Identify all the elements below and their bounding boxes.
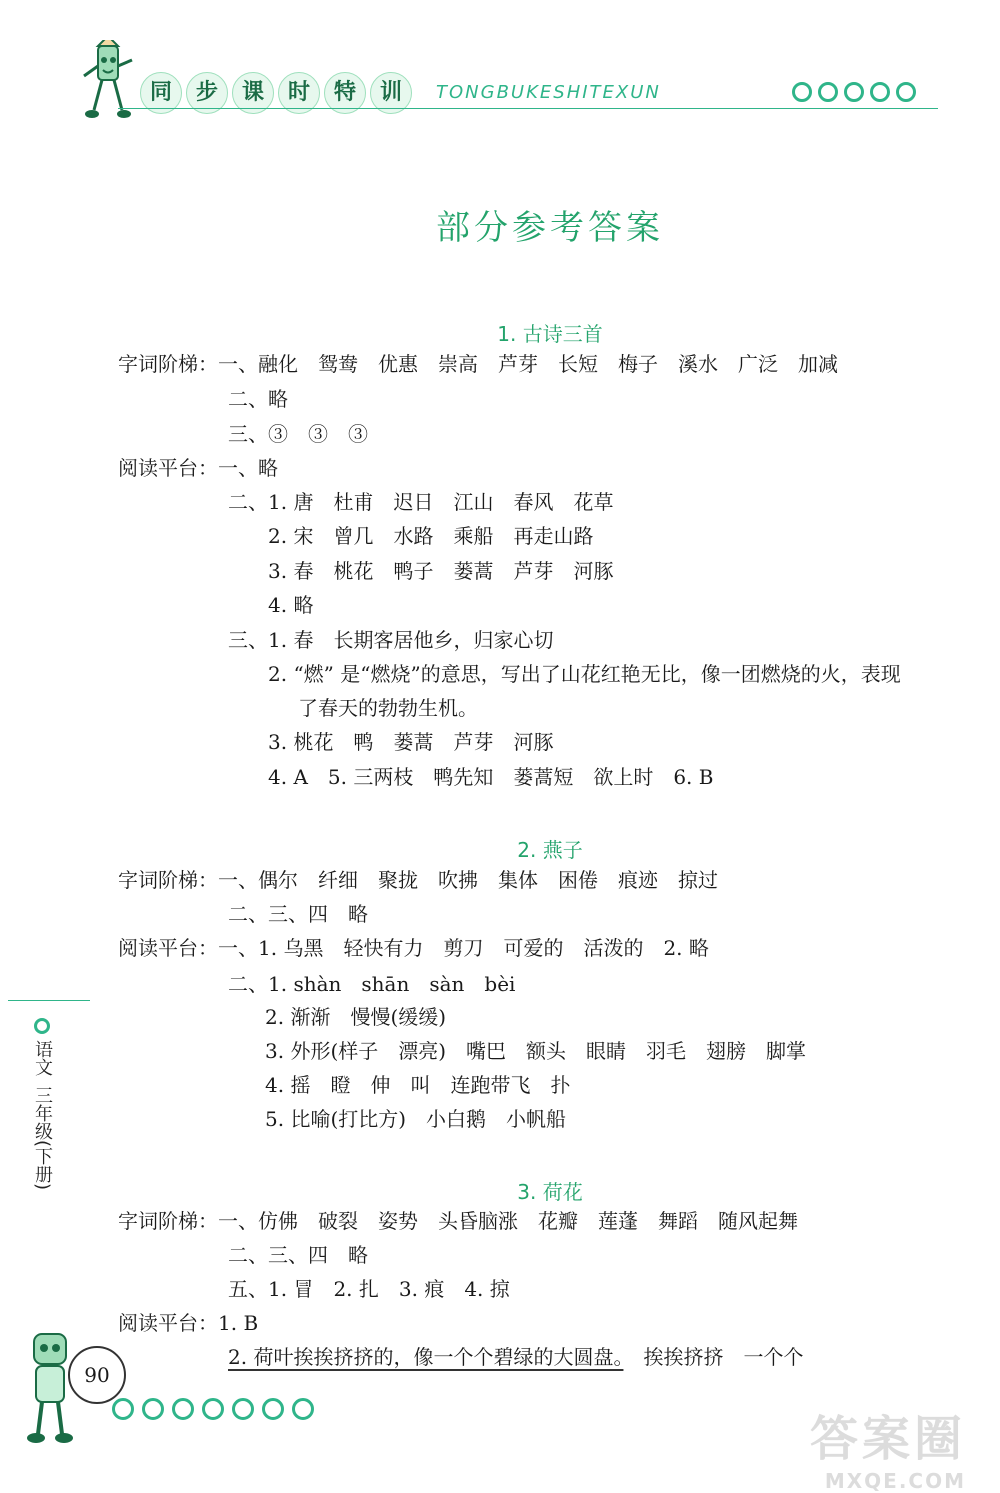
section-title: 3. 荷花 — [517, 1180, 583, 1204]
watermark — [810, 1400, 966, 1493]
answer-line: 3. 桃花 鸭 蒌蒿 芦芽 河豚 — [268, 730, 554, 754]
circle-dot-icon — [142, 1398, 164, 1420]
answer-line — [118, 1309, 258, 1337]
answer-line: 5. 比喻(打比方) 小白鹅 小帆船 — [265, 1107, 567, 1131]
answer-line: 3. 春 桃花 鸭子 蒌蒿 芦芽 河豚 — [268, 559, 614, 583]
answer-line — [118, 866, 718, 894]
line-text: 1. B — [218, 1311, 259, 1335]
grade-label: 三年级(下册) — [32, 1086, 53, 1191]
circle-dot-icon — [34, 1018, 50, 1034]
section-title: 2. 燕子 — [517, 838, 583, 862]
answer-line: 二、1. shàn shān sàn bèi — [228, 972, 516, 996]
section-title: 1. 古诗三首 — [497, 322, 603, 346]
answer-line: 二、三、四 略 — [228, 902, 368, 926]
line-text: 一、略 — [218, 456, 278, 480]
answer-line: 五、1. 冒 2. 扎 3. 痕 4. 掠 — [228, 1277, 510, 1301]
line-label: 字词阶梯： — [118, 868, 218, 892]
series-title-char: 训 — [370, 72, 412, 114]
answer-line — [118, 350, 838, 378]
subject-label: 语文 — [32, 1040, 53, 1076]
circle-dot-icon — [818, 82, 838, 102]
circle-dot-icon — [112, 1398, 134, 1420]
pencil-mascot-icon — [80, 40, 136, 130]
line-label: 阅读平台： — [118, 936, 218, 960]
answer-line: 三、1. 春 长期客居他乡，归家心切 — [228, 628, 554, 652]
answer-line — [118, 1207, 798, 1235]
answer-line: 了春天的勃勃生机。 — [298, 696, 478, 720]
line-label: 字词阶梯： — [118, 1209, 218, 1233]
answer-line: 4. A 5. 三两枝 鸭先知 蒌蒿短 欲上时 6. B — [268, 765, 714, 789]
line-text: 挨挨挤挤 一个个 — [643, 1345, 804, 1369]
circle-dot-icon — [202, 1398, 224, 1420]
answer-line: 4. 略 — [268, 593, 314, 617]
page-number: 90 — [68, 1346, 126, 1404]
answer-line: 二、三、四 略 — [228, 1243, 368, 1267]
line-text: 一、偶尔 纤细 聚拢 吹拂 集体 困倦 痕迹 掠过 — [218, 868, 718, 892]
robot-mascot-icon — [20, 1330, 80, 1450]
answer-line: 二、1. 唐 杜甫 迟日 江山 春风 花草 — [228, 490, 614, 514]
header-divider — [118, 108, 938, 109]
circle-dot-icon — [292, 1398, 314, 1420]
series-title-char: 同 — [140, 72, 182, 114]
answer-line: 4. 摇 瞪 伸 叫 连跑带飞 扑 — [265, 1073, 571, 1097]
header-dots — [792, 82, 916, 102]
underlined-sentence: 2. 荷叶挨挨挤挤的，像一个个碧绿的大圆盘。 — [228, 1345, 624, 1369]
footer-dots — [112, 1398, 314, 1420]
answer-line — [118, 454, 278, 482]
line-text: 一、1. 乌黑 轻快有力 剪刀 可爱的 活泼的 2. 略 — [218, 936, 709, 960]
line-label: 阅读平台： — [118, 1311, 218, 1335]
series-pinyin: TONGBUKESHITEXUN — [436, 82, 661, 103]
circle-dot-icon — [262, 1398, 284, 1420]
sidebar-divider — [8, 1000, 90, 1001]
series-title-char: 步 — [186, 72, 228, 114]
line-text: 一、仿佛 破裂 姿势 头昏脑涨 花瓣 莲蓬 舞蹈 随风起舞 — [218, 1209, 798, 1233]
line-label: 阅读平台： — [118, 456, 218, 480]
series-title-char: 特 — [324, 72, 366, 114]
circle-dot-icon — [232, 1398, 254, 1420]
watermark-url: MXQE.COM — [824, 1469, 967, 1493]
answer-line — [228, 1343, 803, 1371]
answer-line: 3. 外形(样子 漂亮) 嘴巴 额头 眼睛 羽毛 翅膀 脚掌 — [265, 1039, 807, 1063]
circle-dot-icon — [172, 1398, 194, 1420]
series-title-char: 课 — [232, 72, 274, 114]
answer-line — [118, 934, 709, 962]
page-title: 部分参考答案 — [436, 208, 664, 248]
answer-line: 三、③ ③ ③ — [228, 422, 368, 446]
subject-grade-tab — [22, 1018, 62, 1190]
answer-line: 二、略 — [228, 387, 288, 411]
circle-dot-icon — [870, 82, 890, 102]
circle-dot-icon — [844, 82, 864, 102]
watermark-logo: 答案圈 — [810, 1411, 967, 1467]
circle-dot-icon — [792, 82, 812, 102]
answer-line: 2. 宋 曾几 水路 乘船 再走山路 — [268, 524, 594, 548]
answer-line: 2. 渐渐 慢慢(缓缓) — [265, 1005, 447, 1029]
answer-line: 2. “燃” 是“燃烧”的意思，写出了山花红艳无比，像一团燃烧的火，表现 — [268, 662, 901, 686]
line-text: 一、融化 鸳鸯 优惠 崇高 芦芽 长短 梅子 溪水 广泛 加减 — [218, 352, 838, 376]
series-title-char: 时 — [278, 72, 320, 114]
line-label: 字词阶梯： — [118, 352, 218, 376]
circle-dot-icon — [896, 82, 916, 102]
